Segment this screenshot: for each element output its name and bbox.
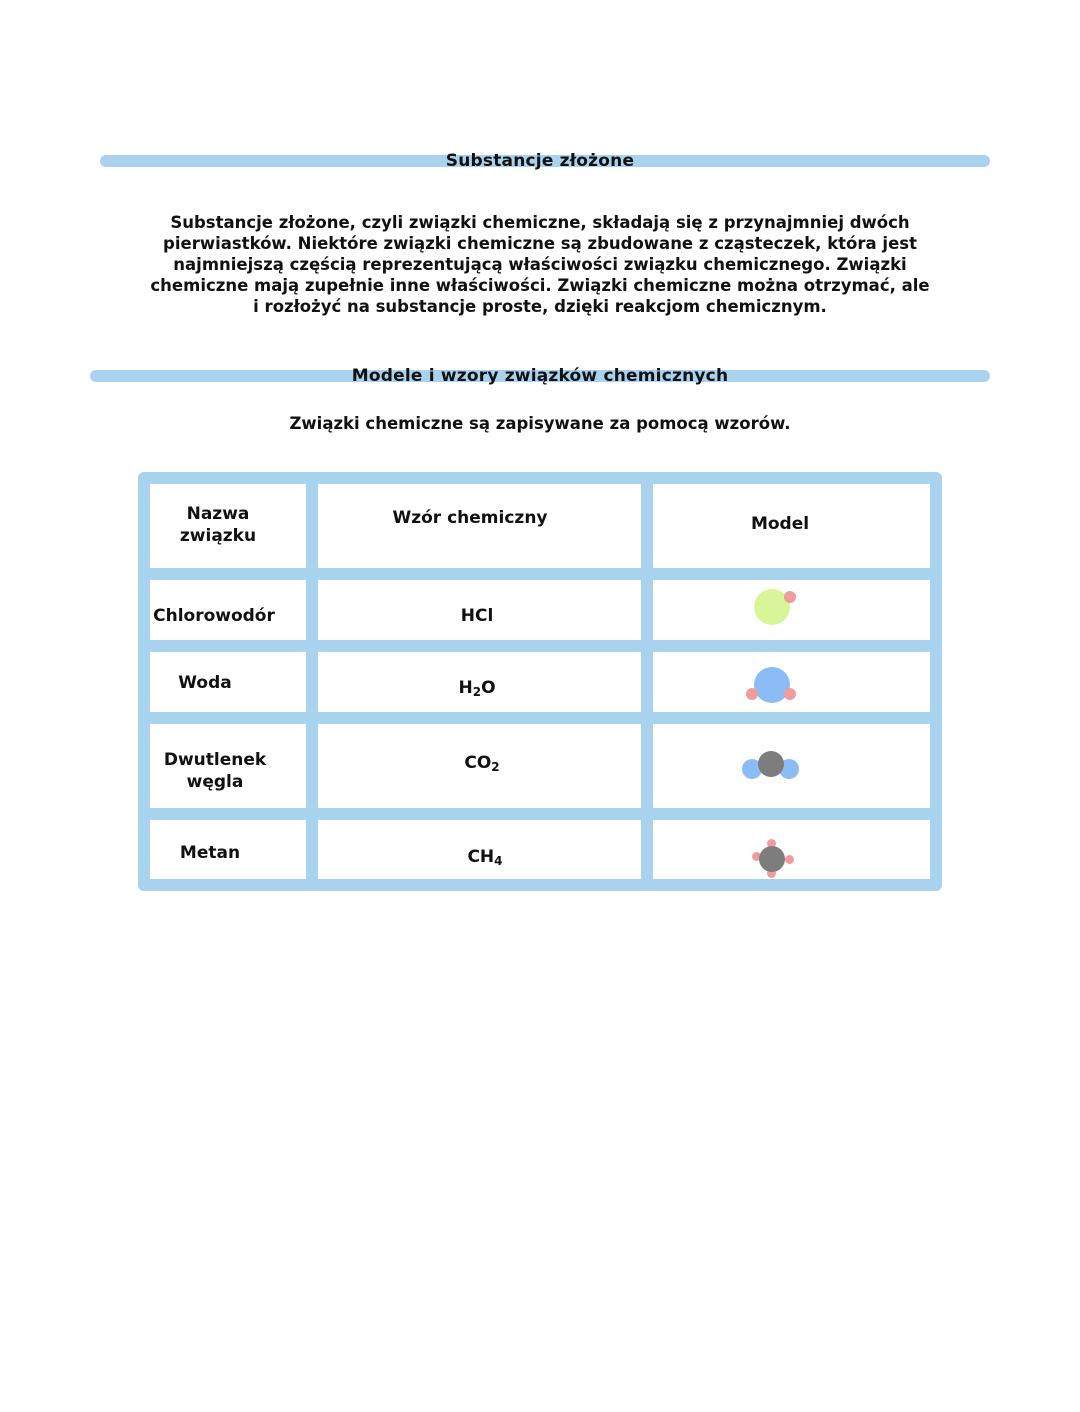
row-formula-co2: $CO_2$ [464, 753, 500, 774]
formula-note: Związki chemiczne są zapisywane za pomocą wzorów. [289, 414, 791, 433]
table-rule-row3 [138, 808, 942, 820]
hydrogen-atom [785, 855, 794, 864]
row-name-chlorowodor: Chlorowodór [153, 606, 275, 626]
header-formula: Wzór chemiczny [392, 508, 548, 528]
table-rule-bottom [138, 879, 942, 891]
row-name-dwutlenek-wegla: Dwutlenek węgla [163, 750, 267, 792]
carbon-atom [759, 846, 785, 872]
row-formula-h2o: $H_2O$ [458, 678, 496, 699]
carbon-atom [758, 751, 784, 777]
hydrogen-atom [746, 688, 758, 700]
hydrogen-atom [784, 688, 796, 700]
section-title-1: Substancje złożone [445, 151, 635, 171]
intro-paragraph: Substancje złożone, czyli związki chemiczne, składają się z przynajmniej dwóch pierwiastków. Niektóre związki chemiczne są zbudowane z cząsteczek, która jest najmniejszą częścią reprezentującą właściwości związku chemicznego. Związki chemiczne mają zupełnie inne właściwości. Związki chemiczne można otrzymać, ale i rozłożyć na substancje proste, dzięki reakcjom chemicznym. [150, 213, 930, 316]
row-name-metan: Metan [179, 843, 241, 863]
table-rule-row2 [138, 712, 942, 724]
table-rule-header [138, 568, 942, 580]
row-name-woda: Woda [178, 673, 232, 693]
row-formula-hcl: HCl [460, 606, 494, 626]
table-rule-top [138, 472, 942, 484]
header-model: Model [750, 514, 810, 534]
row-formula-ch4: $CH_4$ [467, 847, 503, 868]
table-col-right [930, 472, 942, 891]
header-name: Nazwa związku [179, 504, 257, 546]
hydrogen-atom [784, 591, 796, 603]
table-col-1 [306, 472, 318, 891]
section-title-2: Modele i wzory związków chemicznych [351, 366, 729, 386]
table-rule-row1 [138, 640, 942, 652]
table-col-2 [641, 472, 653, 891]
table-col-left [138, 472, 150, 891]
